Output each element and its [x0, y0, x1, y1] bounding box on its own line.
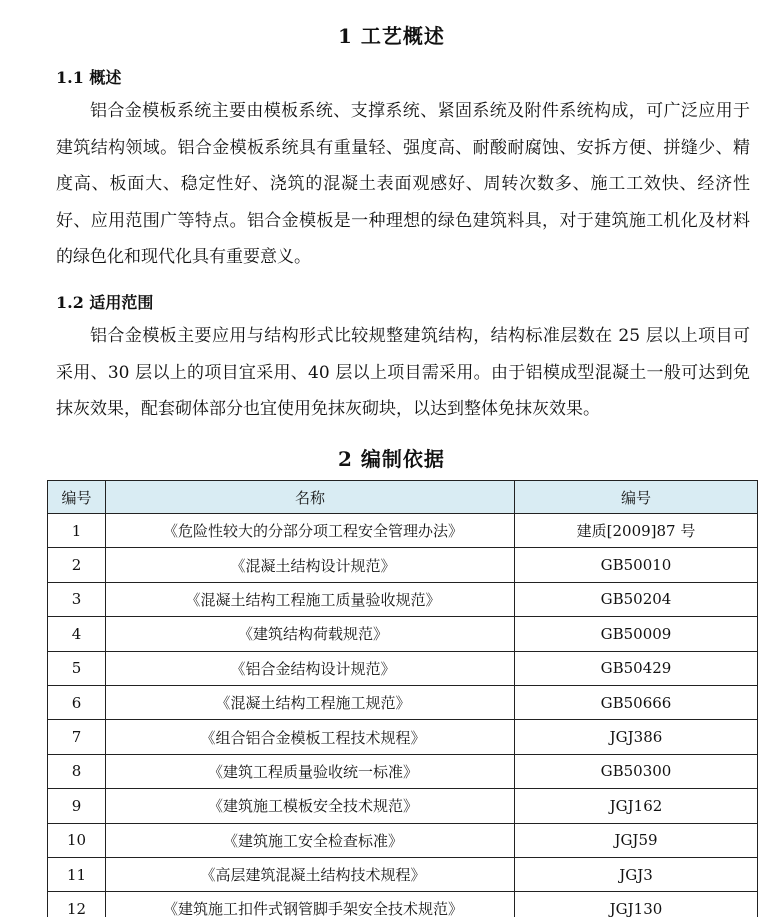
standards-table [47, 480, 758, 917]
row-name: 《建筑施工模板安全技术规范》 [106, 789, 515, 823]
table-row [48, 617, 758, 651]
row-code: GB50429 [515, 651, 758, 685]
table-row [48, 514, 758, 548]
row-code: JGJ3 [515, 857, 758, 891]
row-code: JGJ130 [515, 892, 758, 917]
row-number: 1 [48, 514, 106, 548]
table-row [48, 685, 758, 719]
table-row [48, 857, 758, 891]
section-1-1-heading: 1.1 概述 [56, 68, 122, 87]
row-number: 12 [48, 892, 106, 917]
row-code: JGJ59 [515, 823, 758, 857]
row-name: 《混凝土结构设计规范》 [106, 548, 515, 582]
table-row [48, 720, 758, 754]
table-row [48, 754, 758, 788]
row-code: GB50666 [515, 685, 758, 719]
row-number: 8 [48, 754, 106, 788]
row-number: 4 [48, 617, 106, 651]
table-row [48, 823, 758, 857]
row-name: 《混凝土结构工程施工质量验收规范》 [106, 582, 515, 616]
row-code: 建质[2009]87 号 [515, 514, 758, 548]
row-number: 7 [48, 720, 106, 754]
row-number: 11 [48, 857, 106, 891]
row-name: 《建筑工程质量验收统一标准》 [106, 754, 515, 788]
row-code: GB50300 [515, 754, 758, 788]
row-code: GB50009 [515, 617, 758, 651]
table-header-row [48, 481, 758, 514]
table-body [48, 514, 758, 917]
row-name: 《混凝土结构工程施工规范》 [106, 685, 515, 719]
row-code: GB50010 [515, 548, 758, 582]
row-name: 《高层建筑混凝土结构技术规程》 [106, 857, 515, 891]
row-number: 10 [48, 823, 106, 857]
section-2-title: 2 编制依据 [338, 447, 445, 471]
row-number: 9 [48, 789, 106, 823]
row-code: GB50204 [515, 582, 758, 616]
row-name: 《建筑施工安全检查标准》 [106, 823, 515, 857]
row-number: 5 [48, 651, 106, 685]
row-code: JGJ386 [515, 720, 758, 754]
table-row [48, 651, 758, 685]
row-name: 《建筑施工扣件式钢管脚手架安全技术规范》 [106, 892, 515, 917]
row-name: 《建筑结构荷载规范》 [106, 617, 515, 651]
row-number: 2 [48, 548, 106, 582]
table-row [48, 892, 758, 917]
section-1-2-heading: 1.2 适用范围 [56, 293, 154, 312]
section-1-1-paragraph: 铝合金模板系统主要由模板系统、支撑系统、紧固系统及附件系统构成，可广泛应用于建筑结构领域。铝合金模板系统具有重量轻、强度高、耐酸耐腐蚀、安拆方便、拼缝少、精度高、板面大、稳定性好、浇筑的混凝土表面观感好、周转次数多、施工工效快、经济性好、应用范围广等特点。铝合金模板是一种理想的绿色建筑料具，对于建筑施工机化及材料的绿色化和现代化具有重要意义。 [56, 101, 750, 267]
header-number: 编号 [48, 481, 106, 514]
section-1-title: 1 工艺概述 [338, 24, 445, 48]
row-number: 3 [48, 582, 106, 616]
header-name: 名称 [106, 481, 515, 514]
table-row [48, 548, 758, 582]
row-name: 《组合铝合金模板工程技术规程》 [106, 720, 515, 754]
row-code: JGJ162 [515, 789, 758, 823]
row-name: 《危险性较大的分部分项工程安全管理办法》 [106, 514, 515, 548]
header-code: 编号 [515, 481, 758, 514]
table-row [48, 789, 758, 823]
table-row [48, 582, 758, 616]
row-number: 6 [48, 685, 106, 719]
section-1-2-paragraph: 铝合金模板主要应用与结构形式比较规整建筑结构，结构标准层数在 25 层以上项目可采用、30 层以上的项目宜采用、40 层以上项目需采用。由于铝模成型混凝土一般可达到免抹灰效果，配套砌体部分也宜使用免抹灰砌块，以达到整体免抹灰效果。 [56, 326, 750, 419]
row-name: 《铝合金结构设计规范》 [106, 651, 515, 685]
